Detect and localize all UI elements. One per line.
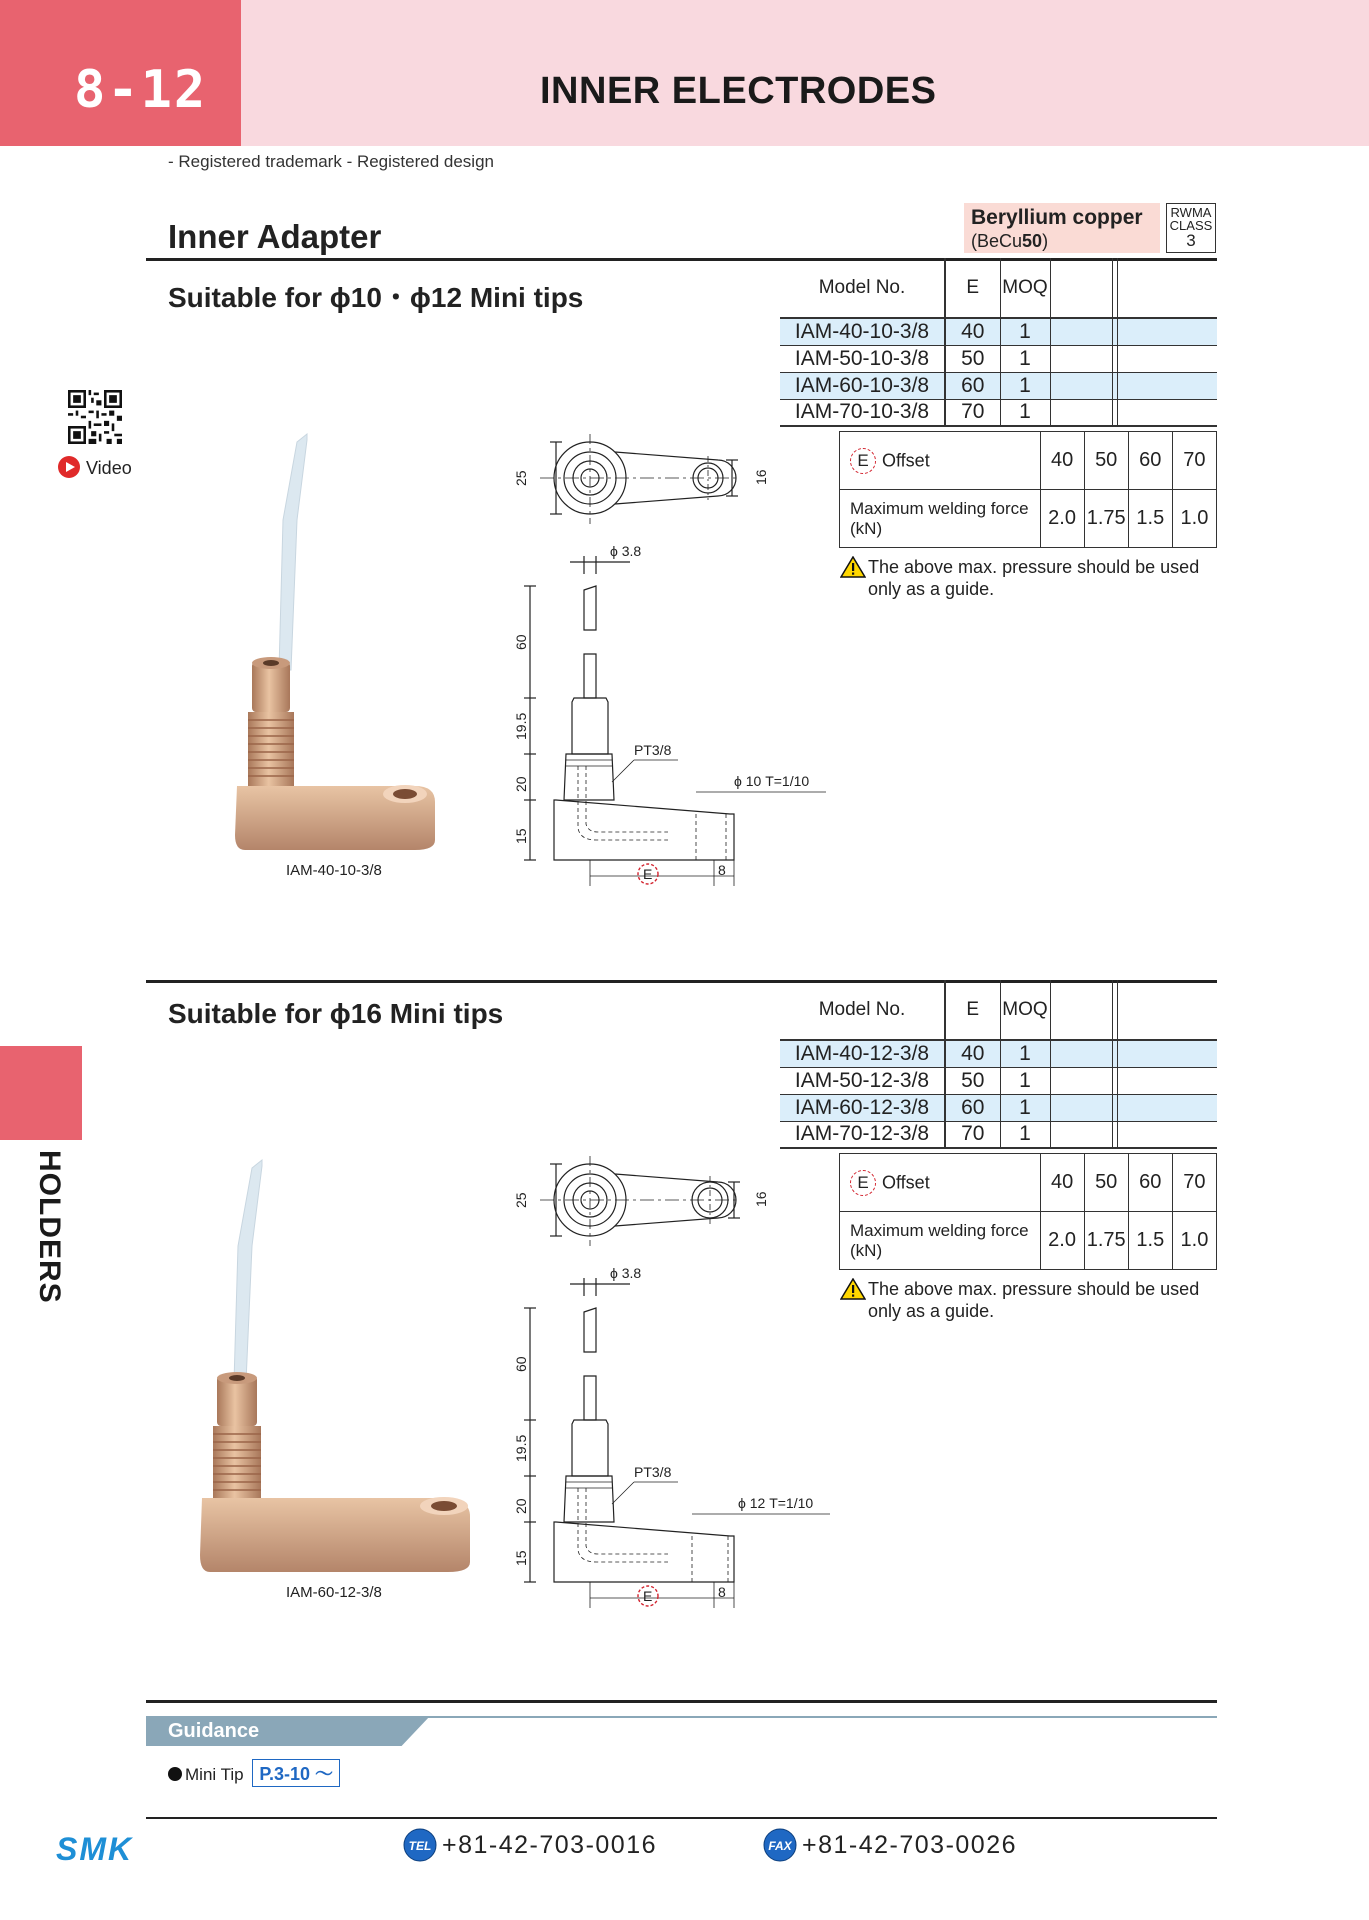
block-2-subtitle: Suitable for ϕ16 Mini tips	[168, 998, 504, 1029]
offset-label-cell	[840, 432, 1041, 490]
blank-cell	[1117, 399, 1217, 426]
offset-label: Offset	[882, 1172, 930, 1192]
material-name: Beryllium copper	[971, 206, 1143, 229]
guidance-tab-line	[400, 1716, 1217, 1718]
offset-value: 50	[1084, 432, 1128, 490]
dim-pt: PT3/8	[634, 1464, 672, 1480]
rwma-label: RWMA	[1170, 205, 1212, 220]
e-cell: 50	[945, 1067, 1000, 1094]
photo-caption-2: IAM-60-12-3/8	[286, 1584, 382, 1601]
force-value: 2.0	[1040, 1212, 1084, 1270]
block-1-subtitle: Suitable for ϕ10・ϕ12 Mini tips	[168, 282, 584, 313]
registered-note: - Registered trademark - Registered design	[168, 152, 494, 171]
dim-60: 60	[513, 634, 529, 650]
e-cell: 60	[945, 1094, 1000, 1121]
force-label: Maximum welding force	[850, 1220, 1029, 1240]
offset-label-cell	[840, 1154, 1041, 1212]
model-cell: IAM-50-10-3/8	[780, 345, 945, 372]
e-cell: 40	[945, 1040, 1000, 1067]
blank-cell	[1117, 1094, 1217, 1121]
moq-cell: 1	[1000, 399, 1050, 426]
force-row	[840, 490, 1217, 548]
blank-cell	[1050, 1121, 1112, 1148]
offset-value: 60	[1128, 432, 1172, 490]
col-header-e: E	[945, 980, 1000, 1040]
product-photo-2	[190, 1150, 480, 1580]
force-value: 1.5	[1128, 490, 1172, 548]
blank-cell	[1117, 1067, 1217, 1094]
company-logo	[56, 1833, 160, 1863]
dim-tip: ϕ 12 T=1/10	[738, 1495, 814, 1511]
rwma-class-badge	[1166, 203, 1216, 253]
col-header-blank	[1050, 258, 1112, 318]
dim-16: 16	[753, 1191, 769, 1207]
technical-drawing-2	[500, 1152, 840, 1612]
table-row	[780, 1094, 1217, 1121]
page-number: 8-12	[74, 60, 208, 120]
col-header-e: E	[945, 258, 1000, 318]
dim-15: 15	[513, 828, 529, 844]
blank-cell	[1050, 1094, 1112, 1121]
dim-25: 25	[513, 1192, 529, 1208]
dim-8: 8	[718, 862, 726, 878]
blank-cell	[1117, 318, 1217, 345]
force-value: 1.75	[1084, 1212, 1128, 1270]
offset-row	[840, 1154, 1217, 1212]
e-cell: 40	[945, 318, 1000, 345]
bullet-icon	[168, 1767, 182, 1781]
section-title: Inner Adapter	[168, 218, 382, 255]
dim-8: 8	[718, 1584, 726, 1600]
moq-cell: 1	[1000, 345, 1050, 372]
dim-15: 15	[513, 1550, 529, 1566]
force-value: 2.0	[1040, 490, 1084, 548]
col-header-blank	[1117, 258, 1217, 318]
fax-icon	[763, 1828, 797, 1862]
e-cell: 50	[945, 345, 1000, 372]
dim-16: 16	[753, 469, 769, 485]
dim-e: E	[643, 866, 653, 882]
dim-phi-38: ϕ 3.8	[610, 1265, 642, 1281]
offset-e-icon: E	[850, 448, 876, 474]
table-row	[780, 1121, 1217, 1148]
force-label-cell	[840, 490, 1041, 548]
guidance-rule	[146, 1700, 1217, 1703]
table-row	[780, 318, 1217, 345]
model-cell: IAM-50-12-3/8	[780, 1067, 945, 1094]
dim-19-5: 19.5	[513, 712, 529, 740]
offset-value: 70	[1172, 432, 1216, 490]
dim-phi-38: ϕ 3.8	[610, 543, 642, 559]
video-play-icon[interactable]	[58, 456, 80, 478]
blank-cell	[1117, 1121, 1217, 1148]
block-1-model-table	[780, 258, 1217, 427]
block-1-caution	[840, 556, 1220, 600]
rwma-class-number: 3	[1186, 231, 1196, 250]
moq-cell: 1	[1000, 1067, 1050, 1094]
dim-19-5: 19.5	[513, 1434, 529, 1462]
model-cell: IAM-60-10-3/8	[780, 372, 945, 399]
blank-cell	[1050, 1067, 1112, 1094]
offset-e-icon: E	[850, 1170, 876, 1196]
moq-cell: 1	[1000, 318, 1050, 345]
model-cell: IAM-70-10-3/8	[780, 399, 945, 426]
offset-row	[840, 432, 1217, 490]
dim-tip: ϕ 10 T=1/10	[734, 773, 810, 789]
dim-25: 25	[513, 470, 529, 486]
table-row	[780, 345, 1217, 372]
caution-text-2: only as a guide.	[868, 1301, 995, 1321]
table-row	[780, 399, 1217, 426]
tel-number[interactable]: +81-42-703-0016	[442, 1831, 658, 1859]
force-row	[840, 1212, 1217, 1270]
force-label-cell	[840, 1212, 1041, 1270]
product-photo-1	[225, 430, 455, 860]
col-header-model: Model No.	[780, 980, 945, 1040]
blank-cell	[1117, 345, 1217, 372]
dim-pt: PT3/8	[634, 742, 672, 758]
col-header-moq: MOQ	[1000, 980, 1050, 1040]
col-header-blank	[1050, 980, 1112, 1040]
moq-cell: 1	[1000, 1121, 1050, 1148]
caution-text-1: The above max. pressure should be used	[868, 557, 1200, 577]
dim-20: 20	[513, 1498, 529, 1514]
col-header-model: Model No.	[780, 258, 945, 318]
guidance-label: Guidance	[168, 1720, 260, 1742]
e-cell: 70	[945, 399, 1000, 426]
table-row	[780, 372, 1217, 399]
offset-value: 40	[1040, 432, 1084, 490]
offset-value: 60	[1128, 1154, 1172, 1212]
dim-e: E	[643, 1588, 653, 1604]
caution-text-1: The above max. pressure should be used	[868, 1279, 1200, 1299]
dim-60: 60	[513, 1356, 529, 1372]
block-2-force-table	[839, 1153, 1217, 1270]
force-label: Maximum welding force	[850, 498, 1029, 518]
blank-cell	[1117, 372, 1217, 399]
svg-text:FAX: FAX	[768, 1839, 792, 1853]
caution-icon	[840, 556, 866, 578]
side-tab-marker	[0, 1046, 82, 1140]
fax-number[interactable]: +81-42-703-0026	[802, 1831, 1018, 1859]
table-row	[780, 1067, 1217, 1094]
force-value: 1.75	[1084, 490, 1128, 548]
force-value: 1.0	[1172, 1212, 1216, 1270]
blank-cell	[1050, 1040, 1112, 1067]
col-header-blank	[1117, 980, 1217, 1040]
force-value: 1.0	[1172, 490, 1216, 548]
svg-text:TEL: TEL	[408, 1839, 432, 1853]
moq-cell: 1	[1000, 1040, 1050, 1067]
force-value: 1.5	[1128, 1212, 1172, 1270]
blank-cell	[1050, 318, 1112, 345]
blank-cell	[1050, 345, 1112, 372]
footer-rule	[146, 1817, 1217, 1819]
e-cell: 70	[945, 1121, 1000, 1148]
model-cell: IAM-40-12-3/8	[780, 1040, 945, 1067]
guidance-item	[168, 1759, 340, 1787]
offset-value: 40	[1040, 1154, 1084, 1212]
offset-value: 70	[1172, 1154, 1216, 1212]
model-cell: IAM-60-12-3/8	[780, 1094, 945, 1121]
moq-cell: 1	[1000, 1094, 1050, 1121]
tel-icon	[403, 1828, 437, 1862]
block-2-model-table	[780, 980, 1217, 1149]
material-code: (BeCu50)	[971, 231, 1049, 251]
force-unit: (kN)	[850, 518, 883, 538]
model-cell: IAM-70-12-3/8	[780, 1121, 945, 1148]
blank-cell	[1117, 1040, 1217, 1067]
technical-drawing-1	[500, 430, 840, 890]
rwma-class-label: CLASS	[1169, 218, 1213, 233]
video-link[interactable]: Video	[86, 458, 132, 478]
guidance-page-link[interactable]: P.3-10 ～	[252, 1759, 340, 1787]
block-1-force-table	[839, 431, 1217, 548]
qr-code-icon[interactable]	[68, 390, 122, 444]
caution-icon	[840, 1278, 866, 1300]
guidance-item-text: Mini Tip	[185, 1765, 244, 1784]
model-cell: IAM-40-10-3/8	[780, 318, 945, 345]
blank-cell	[1050, 399, 1112, 426]
dim-20: 20	[513, 776, 529, 792]
caution-text-2: only as a guide.	[868, 579, 995, 599]
photo-caption-1: IAM-40-10-3/8	[286, 862, 382, 879]
offset-label: Offset	[882, 450, 930, 470]
material-box	[964, 203, 1160, 253]
moq-cell: 1	[1000, 372, 1050, 399]
blank-cell	[1050, 372, 1112, 399]
offset-value: 50	[1084, 1154, 1128, 1212]
svg-text:SMK: SMK	[56, 1833, 134, 1863]
force-unit: (kN)	[850, 1240, 883, 1260]
col-header-moq: MOQ	[1000, 258, 1050, 318]
table-row	[780, 1040, 1217, 1067]
side-tab-label: HOLDERS	[33, 1150, 66, 1304]
block-2-caution	[840, 1278, 1220, 1322]
e-cell: 60	[945, 372, 1000, 399]
page-title: INNER ELECTRODES	[540, 70, 937, 112]
